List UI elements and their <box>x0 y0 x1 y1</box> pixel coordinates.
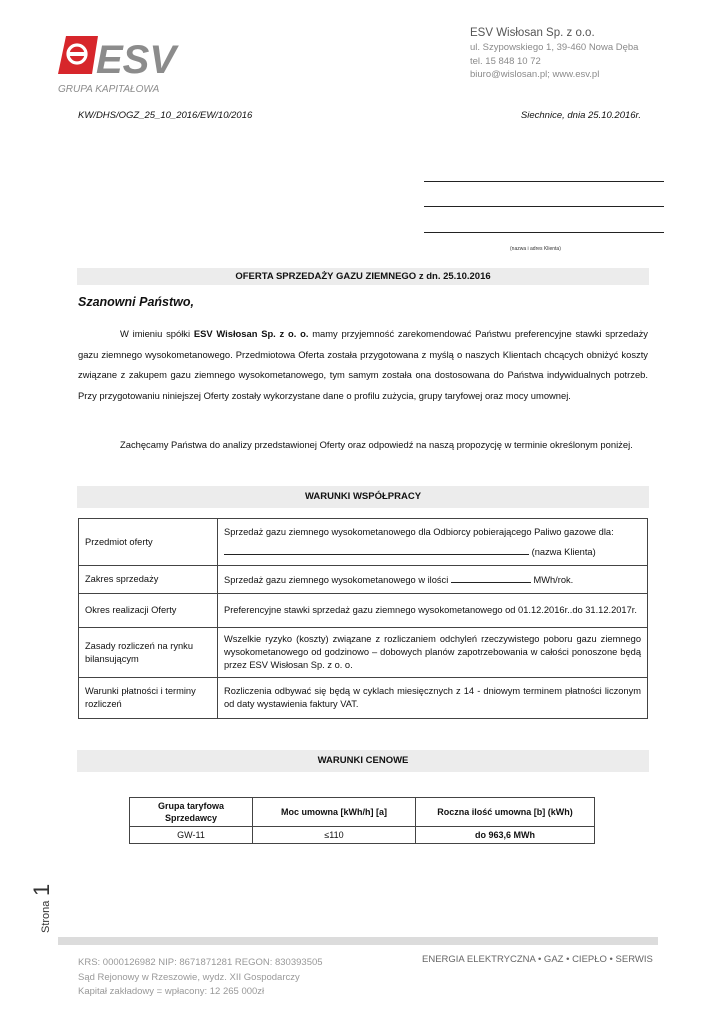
table-row <box>79 519 648 566</box>
intro-rest: mamy przyjemność zarekomendować Państwu preferencyjne stawki sprzedaży gazu ziemnego wysokometanowego. Przedmiotowa Oferta została przygotowana z myślą o naszych Klientach chcących obniżyć koszty związane z zakupem gazu ziemnego wysokometanowego, tym samym została ona dostosowana do Państwa indywidualnych potrzeb. Przy przygotowaniu niniejszej Oferty zostały wykorzystane dane o profilu zużycia, grupy taryfowej oraz mocy umownej. <box>78 328 648 401</box>
invitation-text: Zachęcamy Państwa do analizy przedstawionej Oferty oraz odpowiedź na naszą propozycję w terminie określonym poniżej. <box>120 439 633 450</box>
table-row <box>79 566 648 594</box>
footer-capital: Kapitał zakładowy = wpłacony: 12 265 000zł <box>78 986 265 997</box>
payment-label: Warunki płatności i terminy rozliczeń <box>79 678 218 719</box>
page-number: 1 <box>29 883 54 896</box>
balancing-value: Wszelkie ryzyko (koszty) związane z rozliczaniem odchyleń rzeczywistego poboru gazu ziemnego wysokometanowego od godzinowo – dobowych planów zapotrzebowania w całości ponoszone będą przez ESV Wisłosan Sp. z o. o. <box>218 628 648 678</box>
footer-divider <box>58 937 658 945</box>
logo-text: ESV <box>96 38 177 82</box>
table-row <box>79 594 648 628</box>
header-contract-power: Moc umowna [kWh/h] [a] <box>253 798 416 827</box>
esv-logo-mark <box>58 36 98 74</box>
price-title: WARUNKI CENOWE <box>77 750 649 772</box>
page-word: Strona <box>40 900 52 933</box>
footer-services: ENERGIA ELEKTRYCZNA • GAZ • CIEPŁO • SERWIS <box>422 954 653 965</box>
subject-label: Przedmiot oferty <box>79 519 218 566</box>
company-contact: biuro@wislosan.pl; www.esv.pl <box>470 69 600 80</box>
scope-unit: MWh/rok. <box>533 574 574 585</box>
header-tariff-group: Grupa taryfowa Sprzedawcy <box>130 798 253 827</box>
invitation-paragraph <box>78 435 648 456</box>
intro-prefix: W imieniu spółki <box>120 328 194 339</box>
scope-cell <box>218 566 648 594</box>
footer-court: Sąd Rejonowy w Rzeszowie, wydz. XII Gospodarczy <box>78 971 300 983</box>
recipient-caption: (nazwa i adres Klienta) <box>510 246 561 252</box>
payment-value: Rozliczenia odbywać się będą w cyklach miesięcznych z 14 - dniowym terminem płatności liczonym od daty wystawienia faktury VAT. <box>218 678 648 719</box>
company-name: ESV Wisłosan Sp. z o.o. <box>470 27 595 39</box>
scope-prefix: Sprzedaż gazu ziemnego wysokometanowego w ilości <box>224 574 449 585</box>
recipient-line-1 <box>424 181 664 182</box>
client-name-field <box>224 545 641 559</box>
table-header-row <box>130 798 595 827</box>
salutation: Szanowni Państwo, <box>78 295 194 309</box>
scope-label: Zakres sprzedaży <box>79 566 218 594</box>
subject-value: Sprzedaż gazu ziemnego wysokometanowego dla Odbiorcy pobierającego Paliwo gazowe dla: <box>224 526 614 537</box>
footer-registry: KRS: 0000126982 NIP: 8671871281 REGON: 830393505 <box>78 957 323 968</box>
subject-cell <box>218 519 648 566</box>
footer-registry-info <box>78 956 323 1000</box>
company-logo <box>52 30 192 96</box>
header-annual-quantity: Roczna ilość umowna [b] (kWh) <box>416 798 595 827</box>
document-reference: KW/DHS/OGZ_25_10_2016/EW/10/2016 <box>78 110 253 121</box>
cell-tariff-group: GW-11 <box>130 827 253 844</box>
period-value: Preferencyjne stawki sprzedaż gazu ziemnego wysokometanowego od 01.12.2016r..do 31.12.2017r. <box>218 594 648 628</box>
recipient-line-2 <box>424 206 664 207</box>
cooperation-title: WARUNKI WSPÓŁPRACY <box>77 486 649 508</box>
company-info <box>470 26 638 82</box>
logo-tagline: GRUPA KAPITAŁOWA <box>58 84 160 95</box>
client-caption: (nazwa Klienta) <box>531 546 596 557</box>
price-table <box>129 797 595 844</box>
cell-annual-quantity: do 963,6 MWh <box>416 827 595 844</box>
place-date: Siechnice, dnia 25.10.2016r. <box>520 110 641 121</box>
client-name-line <box>224 545 529 555</box>
intro-paragraph <box>78 324 648 406</box>
scope-quantity-line <box>451 573 531 583</box>
table-row <box>79 628 648 678</box>
table-row <box>130 827 595 844</box>
period-label: Okres realizacji Oferty <box>79 594 218 628</box>
recipient-line-3 <box>424 232 664 233</box>
balancing-label: Zasady rozliczeń na rynku bilansującym <box>79 628 218 678</box>
cell-contract-power: ≤110 <box>253 827 416 844</box>
page-number-label <box>29 883 64 935</box>
company-phone: tel. 15 848 10 72 <box>470 55 541 67</box>
intro-company: ESV Wisłosan Sp. z o. o. <box>193 328 309 339</box>
offer-title: OFERTA SPRZEDAŻY GAZU ZIEMNEGO z dn. 25.10.2016 <box>77 268 649 285</box>
company-address: ul. Szypowskiego 1, 39-460 Nowa Dęba <box>470 42 639 53</box>
conditions-table <box>78 518 648 719</box>
table-row <box>79 678 648 719</box>
